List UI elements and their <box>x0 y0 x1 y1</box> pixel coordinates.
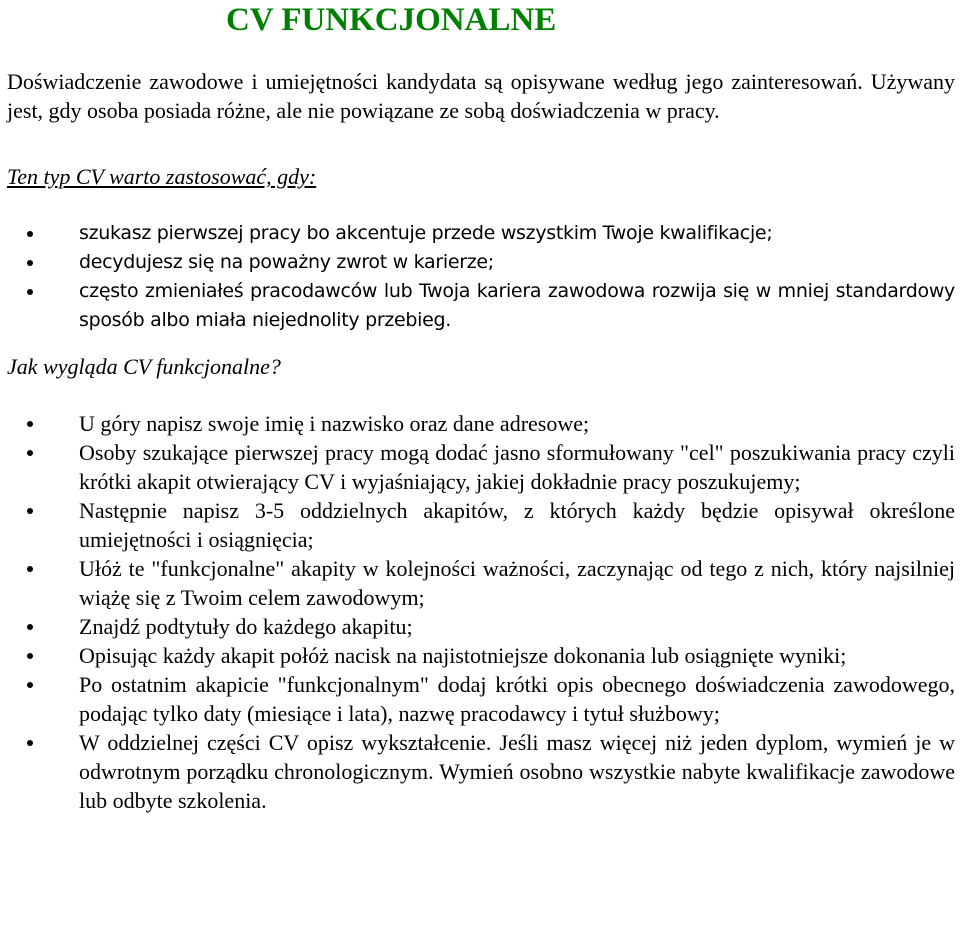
bullet-icon <box>27 740 33 746</box>
intro-paragraph: Doświadczenie zawodowe i umiejętności kandydata są opisywane według jego zainteresowań. Używany jest, gdy osoba posiada różne, ale nie powiązane ze sobą doświadczenia w pracy. <box>7 69 955 123</box>
list-item <box>7 409 955 438</box>
list-item-text: Osoby szukające pierwszej pracy mogą dodać jasno sformułowany "cel" poszukiwania pracy czyli krótki akapit otwierający CV i wyjaśniający, jakiej dokładnie pracy poszukujemy; <box>79 440 955 494</box>
document-title: CV FUNKCJONALNE <box>226 2 557 38</box>
bullet-icon <box>27 289 33 295</box>
bullet-icon <box>27 566 33 572</box>
list-item <box>7 277 955 335</box>
list-item <box>7 438 955 496</box>
list-item-text: decydujesz się na poważny zwrot w karierze; <box>79 251 494 273</box>
list-item-text: U góry napisz swoje imię i nazwisko oraz dane adresowe; <box>79 411 590 436</box>
section-heading-how: Jak wygląda CV funkcjonalne? <box>7 354 281 379</box>
bullet-icon <box>27 624 33 630</box>
bullet-icon <box>27 260 33 266</box>
list-item <box>7 248 955 277</box>
list-item-text: szukasz pierwszej pracy bo akcentuje przede wszystkim Twoje kwalifikacje; <box>79 222 773 244</box>
bullet-icon <box>27 508 33 514</box>
list-item-text: Znajdź podtytuły do każdego akapitu; <box>79 614 413 639</box>
list-item <box>7 219 955 248</box>
list-item <box>7 612 955 641</box>
list-item <box>7 728 955 815</box>
list-item-text: Po ostatnim akapicie "funkcjonalnym" dodaj krótki opis obecnego doświadczenia zawodowego, podając tylko daty (miesiące i lata), nazwę pracodawcy i tytuł służbowy; <box>79 672 955 726</box>
bullet-icon <box>27 653 33 659</box>
section-heading-when: Ten typ CV warto zastosować, gdy: <box>7 164 317 189</box>
document-page <box>7 0 955 815</box>
bullet-icon <box>27 450 33 456</box>
list-item-text: Ułóż te "funkcjonalne" akapity w kolejności ważności, zaczynając od tego z nich, który najsilniej wiążę się z Twoim celem zawodowym; <box>79 556 955 610</box>
list-item-text: Następnie napisz 3-5 oddzielnych akapitów, z których każdy będzie opisywał określone umiejętności i osiągnięcia; <box>79 498 955 552</box>
list-item-text: W oddzielnej części CV opisz wykształcenie. Jeśli masz więcej niż jeden dyplom, wymień je w odwrotnym porządku chronologicznym. Wymień osobno wszystkie nabyte kwalifikacje zawodowe lub odbyte szkolenia. <box>79 730 955 813</box>
list-item-text: Opisując każdy akapit połóż nacisk na najistotniejsze dokonania lub osiągnięte wyniki; <box>79 643 847 668</box>
bullet-icon <box>27 421 33 427</box>
bullet-icon <box>27 682 33 688</box>
list-item-text: często zmieniałeś pracodawców lub Twoja kariera zawodowa rozwija się w mniej standardowy sposób albo miała niejednolity przebieg. <box>79 280 955 331</box>
list-item <box>7 554 955 612</box>
list-item <box>7 496 955 554</box>
list-item <box>7 670 955 728</box>
how-it-looks-list <box>7 409 955 815</box>
bullet-icon <box>27 231 33 237</box>
list-item <box>7 641 955 670</box>
when-to-use-list <box>7 219 955 335</box>
